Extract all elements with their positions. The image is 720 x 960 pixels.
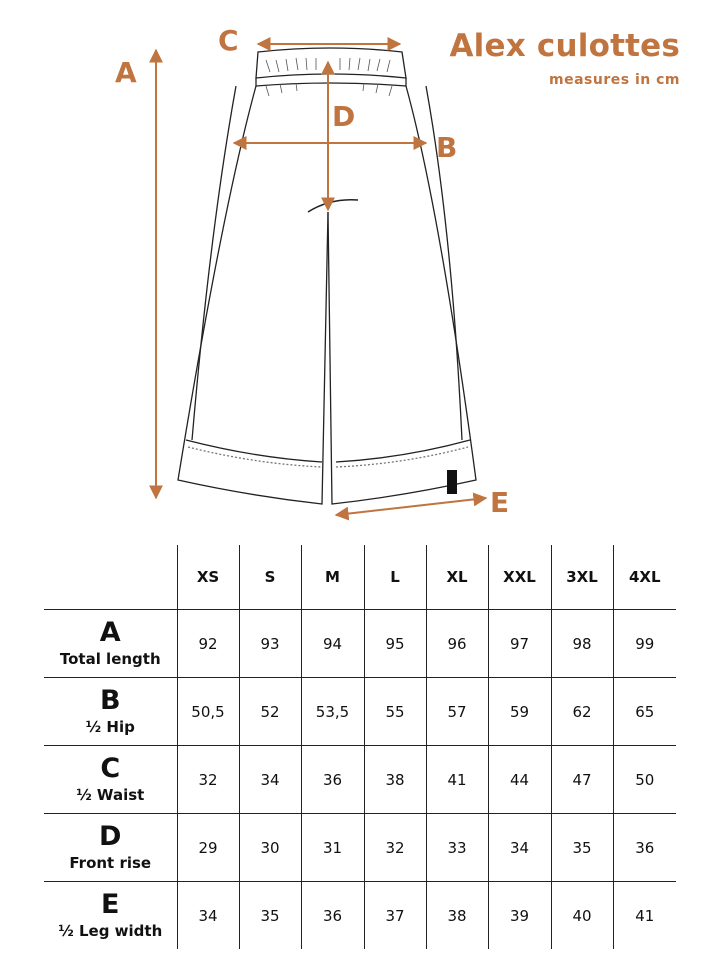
table-cell: 59 [488, 678, 551, 746]
row-name: ½ Waist [76, 785, 145, 804]
row-letter: A [99, 616, 121, 648]
table-cell: 50,5 [177, 678, 239, 746]
row-letter: D [99, 820, 122, 852]
table-cell: 33 [426, 814, 488, 882]
row-letter: C [100, 752, 121, 784]
size-header: S [239, 545, 301, 610]
table-cell: 98 [551, 610, 613, 678]
table-cell: 52 [239, 678, 301, 746]
table-cell: 62 [551, 678, 613, 746]
row-letter: B [99, 684, 121, 716]
label-c: C [218, 24, 239, 57]
row-letter: E [101, 888, 120, 920]
table-cell: 93 [239, 610, 301, 678]
row-header [44, 814, 177, 882]
table-row [44, 746, 676, 814]
row-header [44, 882, 177, 950]
table-cell: 97 [488, 610, 551, 678]
left-leg [178, 86, 328, 504]
table-cell: 44 [488, 746, 551, 814]
table-cell: 40 [551, 882, 613, 950]
table-cell: 92 [177, 610, 239, 678]
size-header: L [364, 545, 426, 610]
table-cell: 57 [426, 678, 488, 746]
table-cell: 99 [613, 610, 676, 678]
table-cell: 95 [364, 610, 426, 678]
corner-cell [44, 545, 177, 610]
table-cell: 53,5 [301, 678, 364, 746]
label-a: A [115, 56, 137, 89]
row-name: ½ Hip [85, 717, 135, 736]
row-header [44, 678, 177, 746]
units-note: measures in cm [549, 72, 680, 88]
table-cell: 50 [613, 746, 676, 814]
table-cell: 35 [239, 882, 301, 950]
waistband [256, 48, 406, 78]
table-cell: 94 [301, 610, 364, 678]
row-name: Front rise [69, 853, 152, 872]
size-table [44, 545, 676, 949]
table-cell: 36 [301, 882, 364, 950]
table-cell: 36 [301, 746, 364, 814]
table-cell: 47 [551, 746, 613, 814]
table-cell: 65 [613, 678, 676, 746]
row-header [44, 746, 177, 814]
label-e: E [490, 486, 510, 519]
size-header: 4XL [613, 545, 676, 610]
table-cell: 35 [551, 814, 613, 882]
table-cell: 38 [364, 746, 426, 814]
table-row [44, 678, 676, 746]
table-cell: 39 [488, 882, 551, 950]
table-row [44, 882, 676, 950]
size-header-row [44, 545, 676, 610]
table-cell: 37 [364, 882, 426, 950]
table-cell: 96 [426, 610, 488, 678]
drawstring [308, 200, 358, 212]
table-row [44, 814, 676, 882]
table-cell: 29 [177, 814, 239, 882]
table-cell: 34 [177, 882, 239, 950]
table-cell: 31 [301, 814, 364, 882]
size-header: XXL [488, 545, 551, 610]
table-row [44, 610, 676, 678]
table-cell: 30 [239, 814, 301, 882]
row-header [44, 610, 177, 678]
table-cell: 41 [426, 746, 488, 814]
table-cell: 41 [613, 882, 676, 950]
table-cell: 32 [364, 814, 426, 882]
size-header: XL [426, 545, 488, 610]
size-header: XS [177, 545, 239, 610]
table-cell: 34 [239, 746, 301, 814]
size-header: M [301, 545, 364, 610]
chart-title: Alex culottes [449, 28, 680, 64]
size-header: 3XL [551, 545, 613, 610]
table-cell: 36 [613, 814, 676, 882]
row-name: ½ Leg width [58, 921, 163, 940]
brand-tag [447, 470, 457, 494]
table-cell: 55 [364, 678, 426, 746]
table-cell: 34 [488, 814, 551, 882]
table-cell: 32 [177, 746, 239, 814]
row-name: Total length [59, 649, 161, 668]
label-d: D [332, 100, 356, 133]
label-b: B [436, 131, 458, 164]
table-cell: 38 [426, 882, 488, 950]
